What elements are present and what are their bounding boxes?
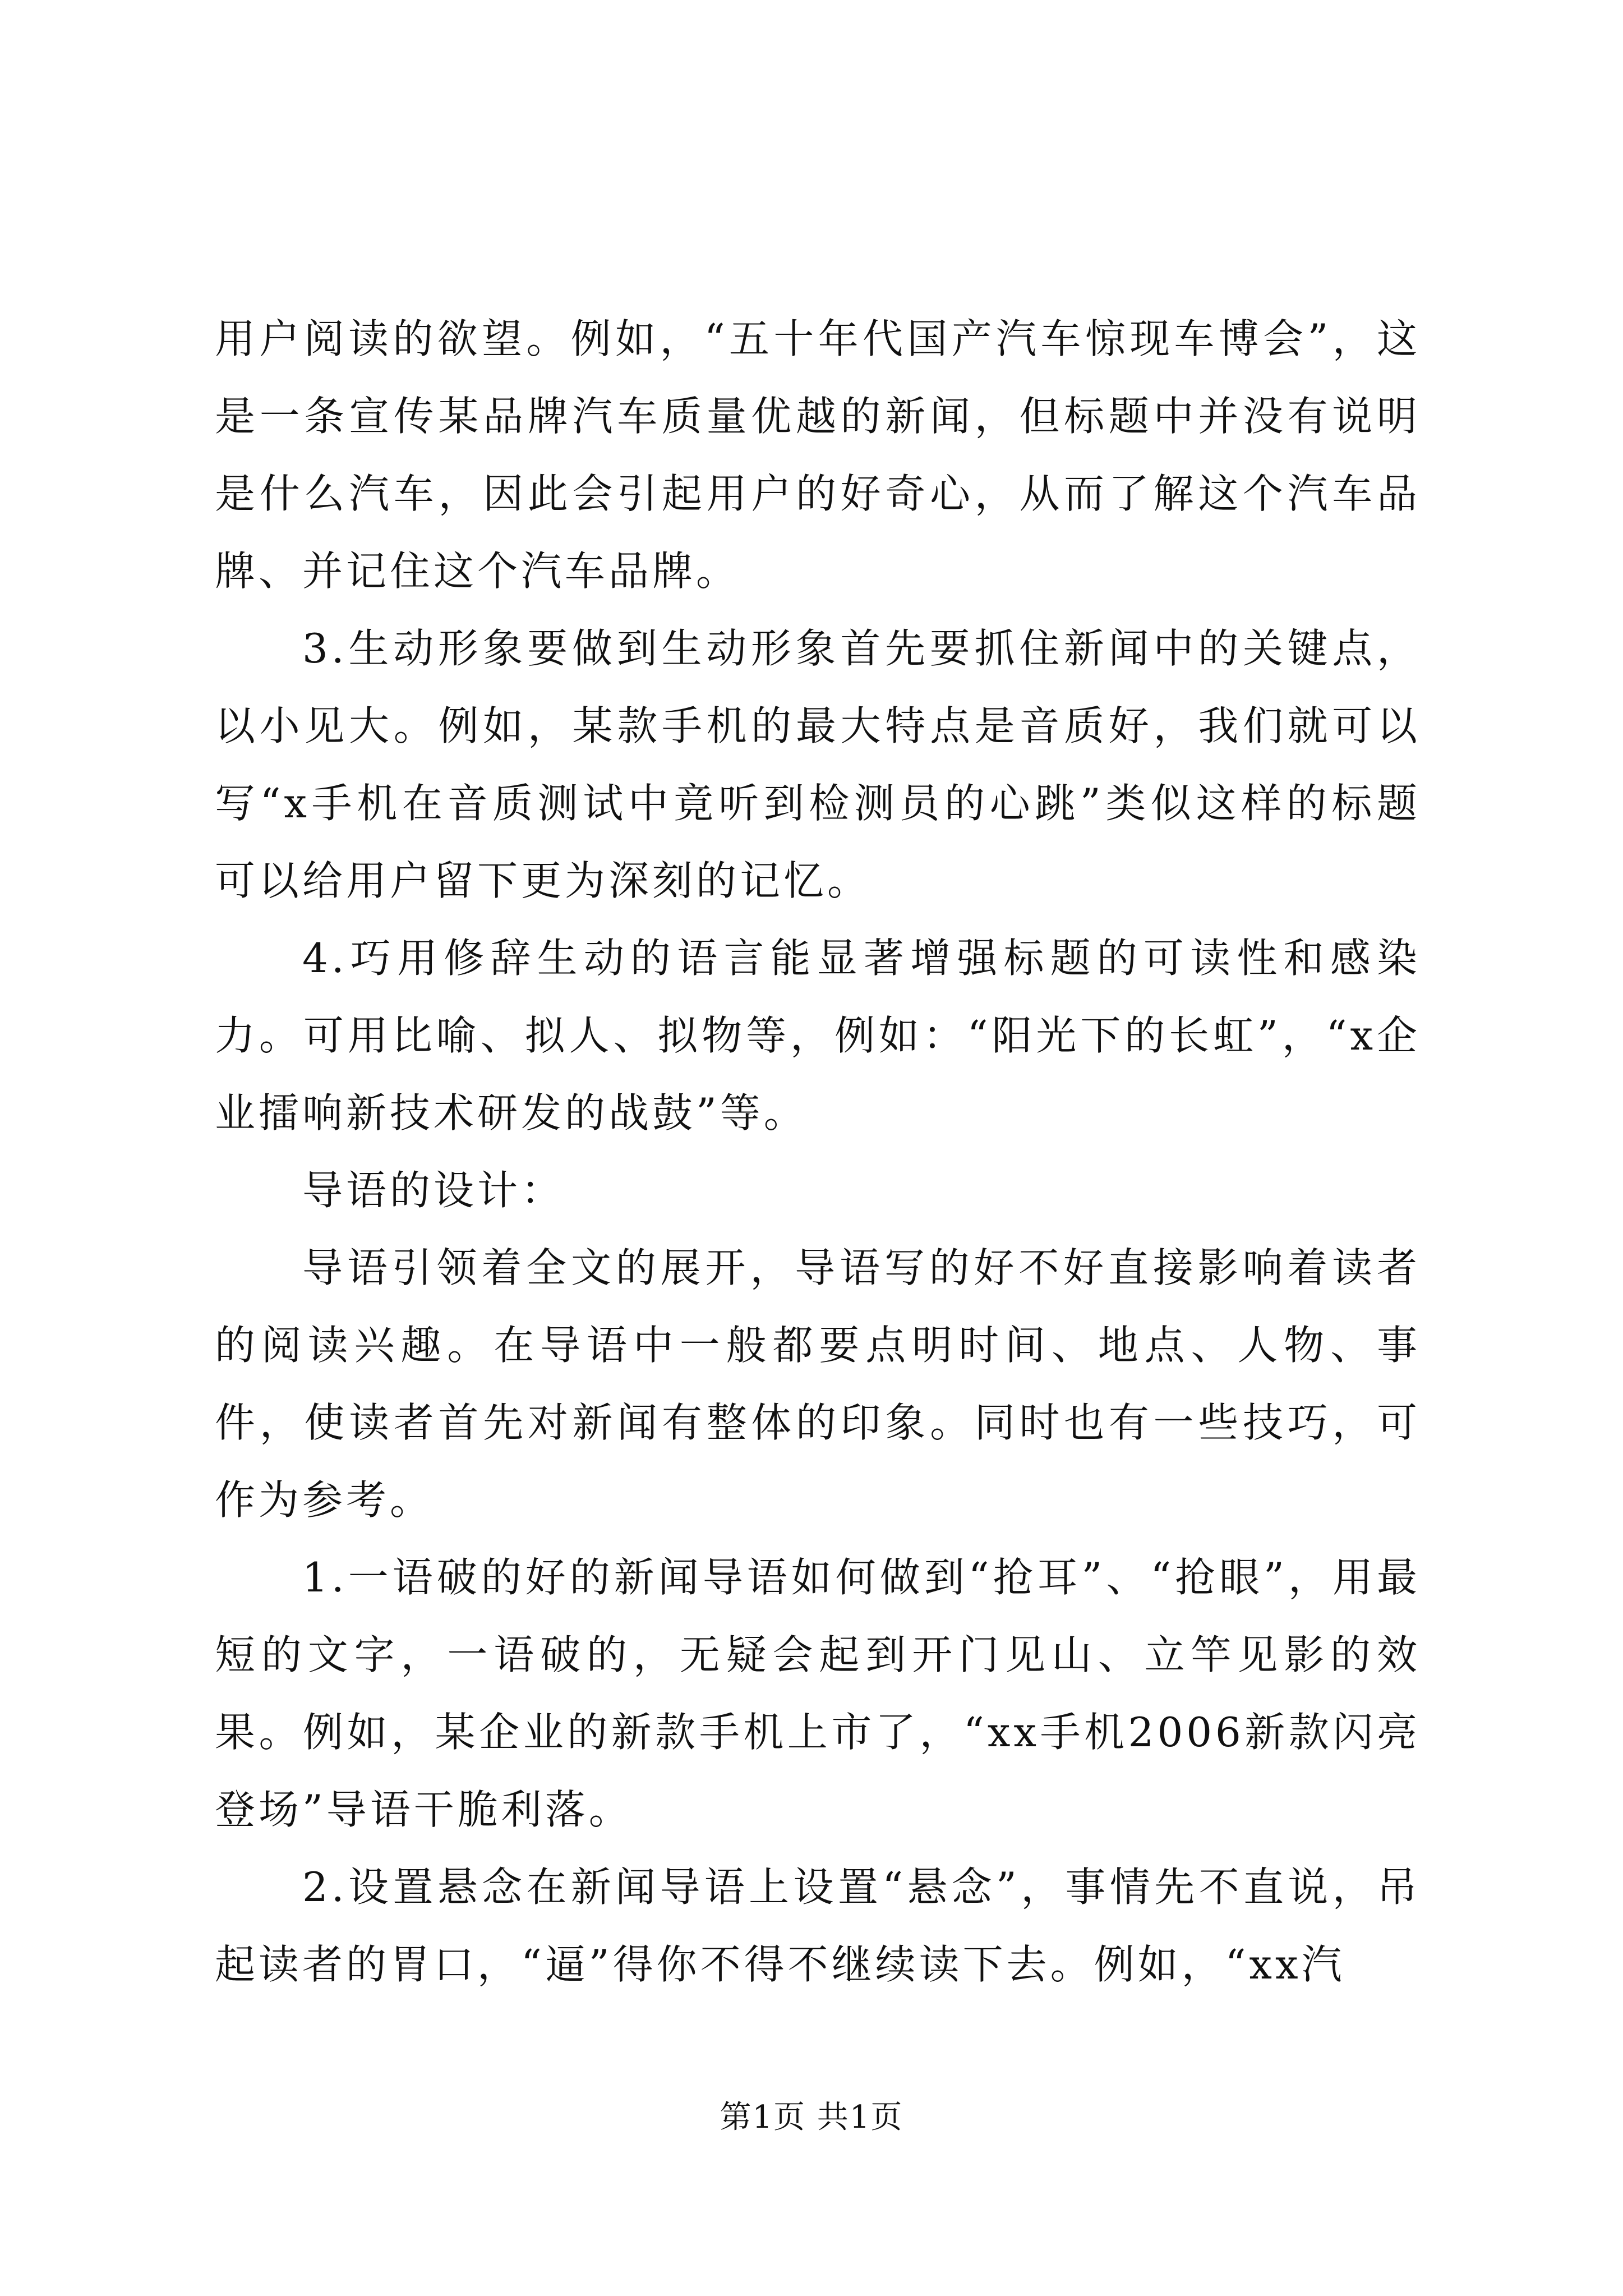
paragraph-6: 1.一语破的好的新闻导语如何做到“抢耳”、“抢眼”，用最短的文字，一语破的，无疑会起到开门见山、立竿见影的效果。例如，某企业的新款手机上市了，“xx手机2006新款闪亮登场”导语干脆利落。 (215, 1554, 1421, 1833)
paragraph-7: 2.设置悬念在新闻导语上设置“悬念”，事情先不直说，吊起读者的胃口，“逼”得你不得不继续读下去。例如，“xx汽 (215, 1864, 1421, 1988)
paragraph-1: 用户阅读的欲望。例如，“五十年代国产汽车惊现车博会”，这是一条宣传某品牌汽车质量优越的新闻，但标题中并没有说明是什么汽车，因此会引起用户的好奇心，从而了解这个汽车品牌、并记住这个汽车品牌。 (215, 315, 1421, 595)
page-footer: 第1页 共1页 (720, 2099, 903, 2136)
paragraph-3: 4.巧用修辞生动的语言能显著增强标题的可读性和感染力。可用比喻、拟人、拟物等，例如：“阳光下的长虹”，“x企业擂响新技术研发的战鼓”等。 (215, 935, 1421, 1137)
paragraph-2: 3.生动形象要做到生动形象首先要抓住新闻中的关键点，以小见大。例如，某款手机的最大特点是音质好，我们就可以写“x手机在音质测试中竟听到检测员的心跳”类似这样的标题可以给用户留下更为深刻的记忆。 (215, 625, 1421, 904)
paragraph-5: 导语引领着全文的展开，导语写的好不好直接影响着读者的阅读兴趣。在导语中一般都要点明时间、地点、人物、事件，使读者首先对新闻有整体的印象。同时也有一些技巧，可作为参考。 (215, 1244, 1421, 1524)
document-body (215, 300, 1421, 2003)
section-heading-lead-design: 导语的设计： (302, 1167, 565, 1214)
